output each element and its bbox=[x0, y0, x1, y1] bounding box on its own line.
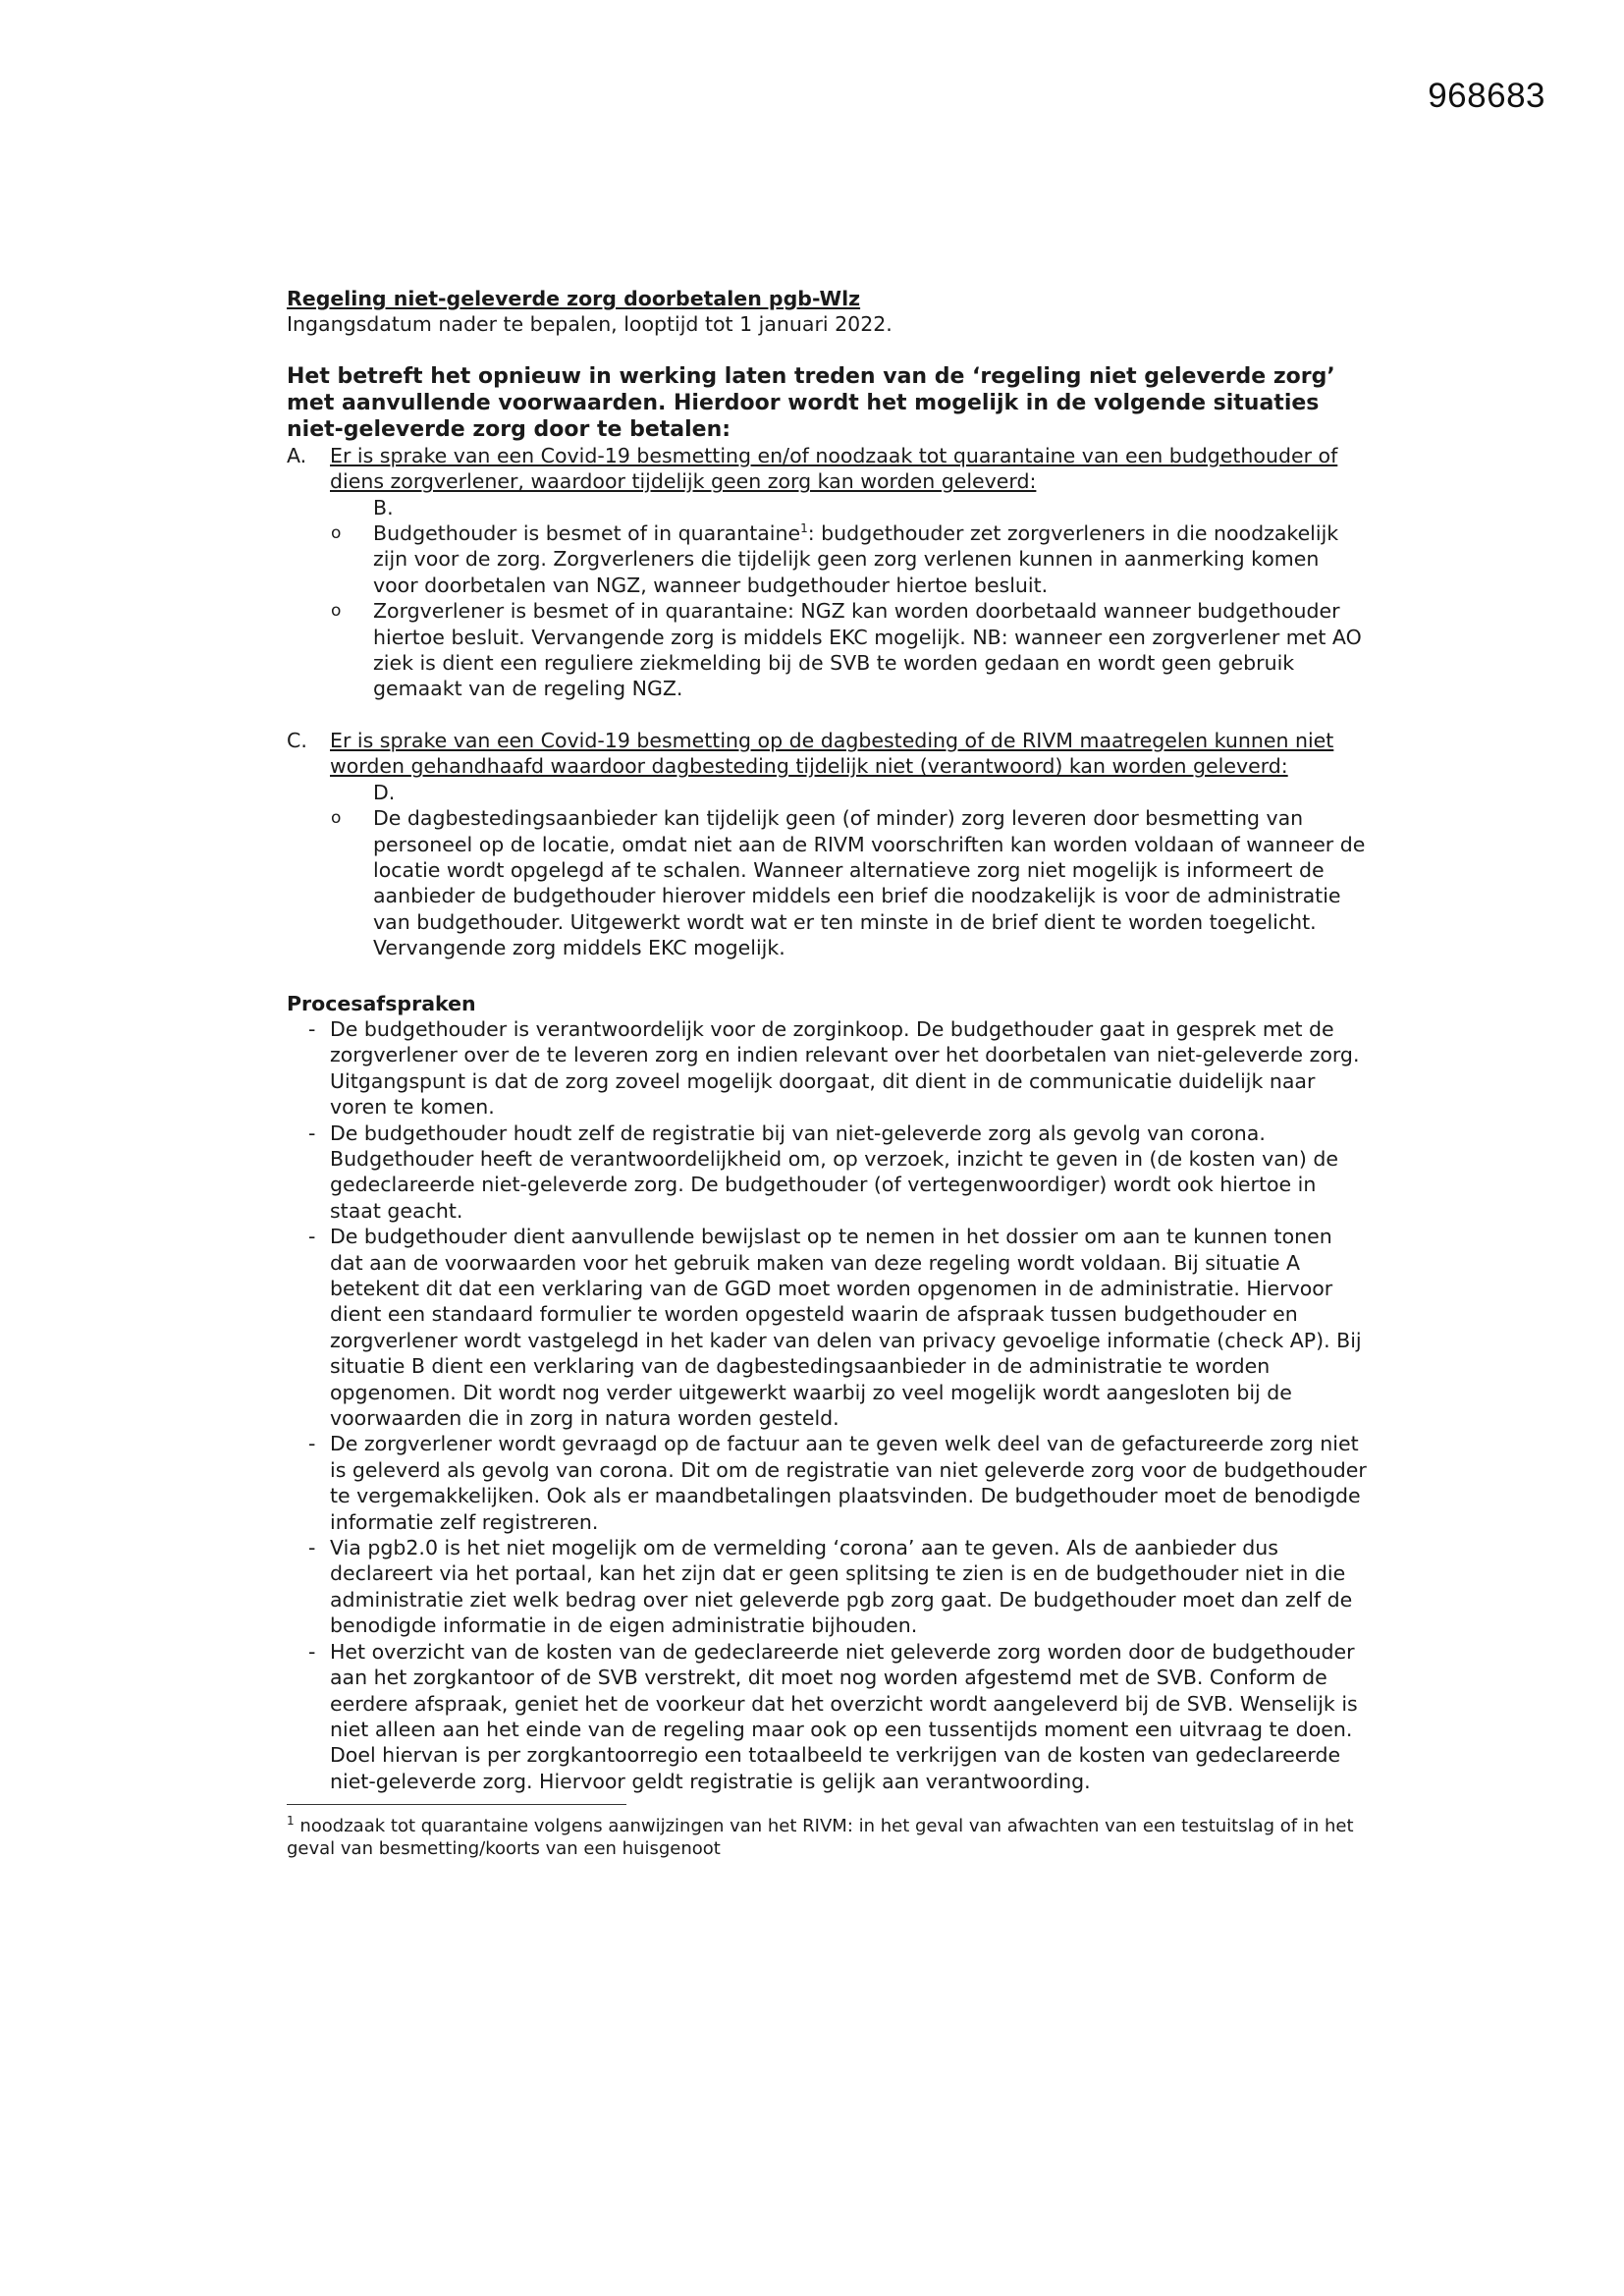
process-item-text: Het overzicht van de kosten van de gedeclareerde niet geleverde zorg worden door de budgethouder aan het zorgkantoor of de SVB verstrekt, dit moet nog worden afgestemd met de SVB. Conform de eerdere afspraak, geniet het de voorkeur dat het overzicht wordt aangeleverd bij de SVB. Wenselijk is niet alleen aan het einde van de regeling maar ook op een tussentijds moment een uitvraag te doen. Doel hiervan is per zorgkantoorregio een totaalbeeld te verkrijgen van de kosten van gedeclareerde niet-geleverde zorg. Hiervoor geldt registratie is gelijk aan verantwoording. bbox=[330, 1639, 1358, 1793]
document-title: Regeling niet-geleverde zorg doorbetalen pgb-Wlz bbox=[287, 287, 861, 310]
process-item-text: Via pgb2.0 is het niet mogelijk om de vermelding ‘corona’ aan te geven. Als de aanbieder dus declareert via het portaal, kan het zijn dat er geen splitsing te zien is en de budgethouder niet in die administratie ziet welk bedrag over niet geleverde pgb zorg gaat. De budgethouder moet dan zelf de benodigde informatie in de eigen administratie bijhouden. bbox=[330, 1536, 1353, 1638]
process-item-text: De zorgverlener wordt gevraagd op de factuur aan te geven welk deel van de gefactureerde zorg niet is geleverd als gevolg van corona. Dit om de registratie van niet geleverde zorg voor de budgethouder te vergemakkelijken. Ook als er maandbetalingen plaatsvinden. De budgethouder moet de benodigde informatie zelf registreren. bbox=[330, 1432, 1367, 1534]
dash-marker: - bbox=[308, 1016, 316, 1041]
list-item bbox=[287, 1016, 1367, 1121]
bullet-text: Budgethouder is besmet of in quarantaine bbox=[373, 521, 801, 546]
document-body bbox=[287, 286, 1367, 1860]
bullet-text: De dagbestedingsaanbieder kan tijdelijk geen (of minder) zorg leveren door besmetting van personeel op de locatie, omdat niet aan de RIVM voorschriften kan worden voldaan of wanneer de locatie wordt opgelegd af te schalen. Wanneer alternatieve zorg niet mogelijk is informeert de aanbieder de budgethouder hierover middels een brief die noodzakelijk is voor de administratie van budgethouder. Uitgewerkt wordt wat er ten minste in de brief dient te worden toegelicht. Vervangende zorg middels EKC mogelijk. bbox=[373, 806, 1366, 960]
list-item bbox=[287, 598, 1367, 702]
list-item bbox=[287, 520, 1367, 598]
bullet-circle-icon: o bbox=[331, 601, 342, 622]
list-item bbox=[287, 1224, 1367, 1431]
process-list bbox=[287, 1016, 1367, 1794]
list-item bbox=[287, 805, 1367, 960]
dash-marker: - bbox=[308, 1121, 316, 1145]
footnote bbox=[287, 1815, 1367, 1860]
bullet-circle-icon: o bbox=[331, 808, 342, 829]
list-item bbox=[287, 1121, 1367, 1225]
situation-bullets bbox=[287, 520, 1367, 702]
footnote-divider bbox=[287, 1804, 626, 1805]
section-heading-procesafspraken: Procesafspraken bbox=[287, 991, 476, 1015]
situation-text: Er is sprake van een Covid-19 besmetting en/of noodzaak tot quarantaine van een budgethouder of diens zorgverlener, waardoor tijdelijk geen zorg kan worden geleverd: bbox=[330, 443, 1338, 494]
bullet-text: Zorgverlener is besmet of in quarantaine: NGZ kan worden doorbetaald wanneer budgethouder hiertoe besluit. Vervangende zorg is middels EKC mogelijk. NB: wanneer een zorgverlener met AO ziek is dient een reguliere ziekmelding bij de SVB te worden gedaan en wordt geen gebruik gemaakt van de regeling NGZ. bbox=[373, 599, 1362, 701]
situation-marker: C. bbox=[287, 728, 307, 752]
intro-paragraph: Het betreft het opnieuw in werking laten treden van de ‘regeling niet geleverde zorg’ met aanvullende voorwaarden. Hierdoor wordt het mogelijk in de volgende situaties niet-geleverde zorg door te betalen: bbox=[287, 363, 1335, 442]
situation-bullets bbox=[287, 805, 1367, 960]
list-item bbox=[287, 1639, 1367, 1794]
bullet-text-cont: : budgethouder zet zorgverleners in die noodzakelijk zijn voor de zorg. Zorgverleners die tijdelijk geen zorg verlenen kunnen in aanmerking komen voor doorbetalen van NGZ, wanneer budgethouder hiertoe besluit. bbox=[373, 521, 1339, 597]
situation-marker: A. bbox=[287, 443, 307, 467]
list-item bbox=[287, 1431, 1367, 1535]
dash-marker: - bbox=[308, 1536, 316, 1560]
dash-marker: - bbox=[308, 1639, 316, 1664]
dash-marker: - bbox=[308, 1225, 316, 1249]
document-subtitle: Ingangsdatum nader te bepalen, looptijd tot 1 januari 2022. bbox=[287, 312, 893, 337]
process-item-text: De budgethouder is verantwoordelijk voor de zorginkoop. De budgethouder gaat in gesprek met de zorgverlener over de te leveren zorg en indien relevant over het doorbetalen van niet-geleverde zorg. Uitgangspunt is dat de zorg zoveel mogelijk doorgaat, dit dient in de communicatie duidelijk naar voren te komen. bbox=[330, 1016, 1360, 1120]
footnote-text: noodzaak tot quarantaine volgens aanwijzingen van het RIVM: in het geval van afwachten van een testuitslag of in het geval van besmetting/koorts van een huisgenoot bbox=[287, 1816, 1354, 1860]
situation-text: Er is sprake van een Covid-19 besmetting op de dagbesteding of de RIVM maatregelen kunnen niet worden gehandhaafd waardoor dagbesteding tijdelijk niet (verantwoord) kan worden geleverd: bbox=[330, 728, 1334, 779]
dash-marker: - bbox=[308, 1432, 316, 1456]
footnote-ref: 1 bbox=[800, 521, 808, 536]
process-item-text: De budgethouder dient aanvullende bewijslast op te nemen in het dossier om aan te kunnen tonen dat aan de voorwaarden voor het gebruik maken van deze regeling wordt voldaan. Bij situatie A betekent dit dat een verklaring van de GGD moet worden opgenomen in de administratie. Hiervoor dient een standaard formulier te worden opgesteld waarin de afspraak tussen budgethouder en zorgverlener wordt vastgelegd in het kader van delen van privacy gevoelige informatie (check AP). Bij situatie B dient een verklaring van de dagbestedingsaanbieder in de administratie te worden opgenomen. Dit wordt nog verder uitgewerkt waarbij zo veel mogelijk wordt aangesloten bij de voorwaarden die in zorg in natura worden gesteld. bbox=[330, 1225, 1362, 1431]
situation-c bbox=[287, 728, 1367, 961]
situation-a bbox=[287, 443, 1367, 702]
document-number: 968683 bbox=[1428, 77, 1545, 115]
footnote-marker: 1 bbox=[287, 1814, 295, 1829]
situation-sub-letter: B. bbox=[373, 495, 394, 519]
process-item-text: De budgethouder houdt zelf de registratie bij van niet-geleverde zorg als gevolg van corona. Budgethouder heeft de verantwoordelijkheid om, op verzoek, inzicht te geven in (de kosten van) de gedeclareerde niet-geleverde zorg. De budgethouder (of vertegenwoordiger) wordt ook hiertoe in staat geacht. bbox=[330, 1121, 1339, 1223]
list-item bbox=[287, 1535, 1367, 1639]
situation-sub-letter: D. bbox=[373, 780, 396, 804]
bullet-circle-icon: o bbox=[331, 523, 342, 544]
